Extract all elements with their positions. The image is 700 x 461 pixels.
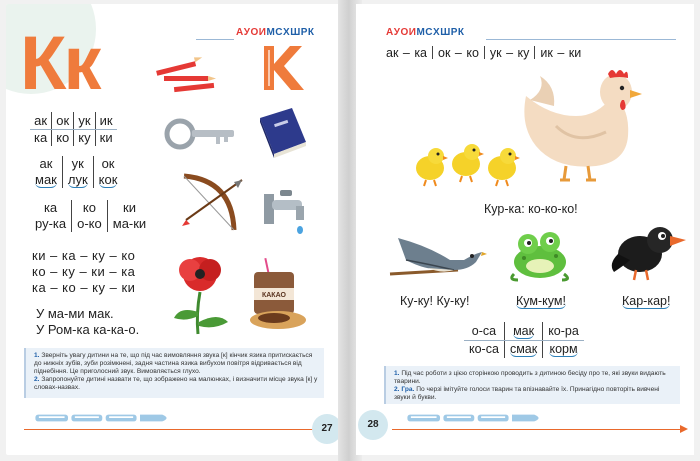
alphabet-strip-right xyxy=(386,27,465,39)
page-left xyxy=(6,4,344,455)
alphabet-letter: К xyxy=(307,27,315,38)
syllable: ки xyxy=(95,129,116,146)
cocoa-jar-icon xyxy=(244,254,310,334)
alphabet-letter: Ш xyxy=(440,27,451,38)
note-item: 1. Зверніть увагу дитини на те, що під час вимовляння звука [к] кінчик язика притискається до нижніх зубів, зуби розімкнені, задня частина язика вибухом повітря відривається від піднебіння. Це приголосний звук. Вимовляється глухо. xyxy=(34,352,313,375)
word: лук xyxy=(67,172,88,187)
page-number-left: 27 xyxy=(312,414,342,444)
crow-caption: Кар-кар! xyxy=(622,294,671,308)
sentence: У Ром-ка ка-ка-о. xyxy=(36,322,140,337)
word: ко-ра xyxy=(543,322,584,340)
alphabet-letter: У xyxy=(243,27,251,38)
alphabet-letter: Х xyxy=(433,27,441,38)
arrow-line xyxy=(392,429,682,430)
syllable: ки xyxy=(107,200,151,216)
word: ко-са xyxy=(469,342,499,357)
frog-caption: Кум-кум! xyxy=(516,294,566,308)
word: корм xyxy=(549,342,578,357)
alphabet-letter: М xyxy=(416,27,426,38)
alphabet-letter: У xyxy=(393,27,401,38)
arrow-line xyxy=(24,429,320,430)
word: мак xyxy=(35,172,57,187)
alphabet-letter: И xyxy=(408,27,417,38)
teacher-notes-right xyxy=(384,366,680,404)
alphabet-letter: М xyxy=(266,27,276,38)
letter-k-outline-icon xyxy=(258,42,306,94)
alphabet-letter: Р xyxy=(450,27,458,38)
syllable-pair: ук – ку xyxy=(489,46,530,60)
crow-icon xyxy=(608,220,688,282)
faucet-icon xyxy=(258,184,318,240)
alphabet-letter: О xyxy=(250,27,259,38)
syllable: ак xyxy=(30,112,52,129)
train-decoration xyxy=(396,412,556,424)
syllable: ок xyxy=(93,156,122,172)
syllable-pair: ик – ки xyxy=(540,46,582,60)
arrow-head-icon xyxy=(680,425,688,433)
alphabet-letter: О xyxy=(400,27,409,38)
word: о-ко xyxy=(72,216,108,232)
word-pairs-1 xyxy=(30,156,122,188)
word-grid xyxy=(464,322,584,358)
chicks-icon xyxy=(412,142,522,188)
alphabet-letter: И xyxy=(258,27,267,38)
word: ма-ки xyxy=(107,216,151,232)
word: о-са xyxy=(464,322,504,340)
page-right xyxy=(356,4,694,455)
syllable-chain xyxy=(32,248,135,296)
note-item: 2. Запропонуйте дитині назвати те, що зображено на малюнках, і визначити місце звука [к] у словах-назвах. xyxy=(34,376,318,391)
word: мак xyxy=(513,323,535,338)
big-letter-heading: Кк xyxy=(20,21,99,106)
syllable: ко xyxy=(52,129,74,146)
alphabet-letter: А xyxy=(386,27,394,38)
syllable: ок xyxy=(52,112,74,129)
frog-icon xyxy=(504,226,576,282)
alphabet-letter: Ш xyxy=(290,27,301,38)
book-icon xyxy=(254,104,312,158)
alphabet-letter: С xyxy=(425,27,434,38)
sentences xyxy=(36,306,139,338)
alphabet-letter: К xyxy=(457,27,465,38)
syllable-pair: ак – ка xyxy=(386,46,428,60)
syllable: ак xyxy=(39,156,53,171)
hen-icon xyxy=(516,66,646,186)
syllable: ук xyxy=(62,156,93,172)
hen-caption: Кур-ка: ко-ко-ко! xyxy=(484,202,578,216)
chain-line: ко – ку – ки – ка xyxy=(32,264,136,279)
bow-and-arrow-icon xyxy=(174,170,248,236)
syllable: ка xyxy=(43,200,58,215)
pencils-icon xyxy=(154,54,244,96)
alphabet-letter: А xyxy=(236,27,244,38)
alphabet-letter: Р xyxy=(300,27,308,38)
word-pairs-2 xyxy=(30,200,151,232)
syllable: ку xyxy=(74,129,95,146)
alphabet-letter: Х xyxy=(283,27,291,38)
word: кок xyxy=(98,172,118,187)
note-item: 1. Під час роботи з цією сторінкою проводить з дитиною бесіду про те, які звуки видають тварини. xyxy=(394,370,666,385)
cuckoo-caption: Ку-ку! Ку-ку! xyxy=(400,294,470,308)
syllable: ук xyxy=(74,112,95,129)
syllable-pairs-row xyxy=(386,46,581,60)
alphabet-letters xyxy=(236,27,315,38)
chain-line: ки – ка – ку – ко xyxy=(32,248,136,263)
word: смак xyxy=(509,342,538,357)
syllable-pair: ок – ко xyxy=(438,46,479,60)
syllable: ик xyxy=(95,112,116,129)
syllable: ко xyxy=(72,200,108,216)
word: ру-ка xyxy=(35,216,67,231)
chain-line: ка – ко – ку – ки xyxy=(32,280,136,295)
train-decoration xyxy=(24,412,184,424)
note-item: 2. Гра. По черзі імітуйте голоси тварин та впізнавайте їх. Принагідно повторіть вивчені звуки й букви. xyxy=(394,386,660,401)
syllable: ка xyxy=(34,130,48,146)
sentence: У ма-ми мак. xyxy=(36,306,114,321)
cuckoo-bird-icon xyxy=(388,230,488,286)
alphabet-strip-left xyxy=(236,27,315,39)
alphabet-letters xyxy=(386,27,465,38)
teacher-notes-left xyxy=(24,348,324,398)
page-number-right: 28 xyxy=(358,410,388,440)
poppy-flower-icon xyxy=(166,252,238,336)
key-icon xyxy=(164,114,244,154)
cocoa-label: КАКАО xyxy=(261,292,287,299)
syllable-grid-1 xyxy=(30,112,117,146)
alphabet-letter: С xyxy=(275,27,284,38)
